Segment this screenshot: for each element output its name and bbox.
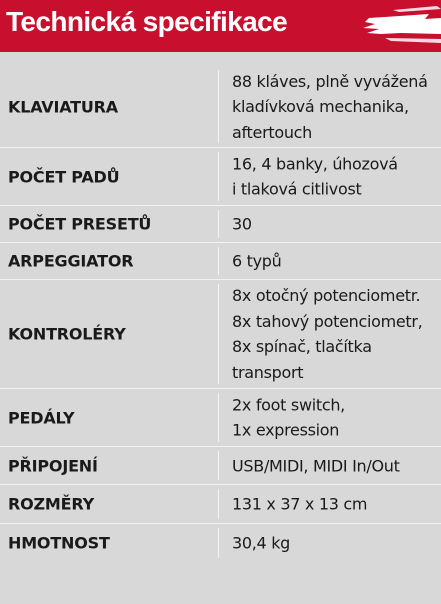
spec-row-kontrolery [0, 280, 441, 389]
spec-row-pripojeni [0, 447, 441, 485]
spec-row-klaviatura [0, 66, 441, 148]
spec-value: 6 typů [232, 251, 282, 271]
spec-label: POČET PADŮ [8, 167, 120, 186]
spec-value: 8x otočný potenciometr. 8x tahový potenciometr, 8x spínač, tlačítka transport [232, 286, 423, 382]
spec-value: 2x foot switch, 1x expression [232, 395, 345, 440]
spec-row-pedaly [0, 389, 441, 447]
spec-label: KLAVIATURA [8, 97, 118, 116]
column-divider [218, 393, 219, 442]
spec-label: POČET PRESETŮ [8, 214, 152, 234]
column-divider [218, 284, 219, 384]
spec-value: 16, 4 banky, úhozová i tlaková citlivost [232, 154, 398, 199]
brush-stroke-icon [341, 0, 441, 52]
spec-value: USB/MIDI, MIDI In/Out [232, 455, 400, 475]
spec-row-pocet-padu [0, 148, 441, 206]
spec-label: PŘIPOJENÍ [8, 456, 98, 475]
spec-row-hmotnost [0, 524, 441, 562]
spec-label: ROZMĚRY [8, 494, 95, 514]
spec-row-pocet-presetu [0, 206, 441, 243]
spec-value: 88 kláves, plně vyvážená kladívková mechanika, aftertouch [232, 71, 428, 142]
column-divider [218, 528, 219, 558]
column-divider [218, 247, 219, 275]
spec-row-rozmery [0, 485, 441, 524]
spec-value: 30,4 kg [232, 533, 291, 553]
spec-label: PEDÁLY [8, 408, 75, 427]
column-divider [218, 70, 219, 143]
header-banner [0, 0, 441, 52]
spec-table [0, 66, 441, 562]
spec-label: KONTROLÉRY [8, 324, 126, 344]
spec-value: 30 [232, 214, 252, 234]
spec-label: HMOTNOST [8, 533, 110, 553]
spec-row-arpeggiator [0, 243, 441, 280]
column-divider [218, 451, 219, 480]
column-divider [218, 210, 219, 238]
spec-label: ARPEGGIATOR [8, 251, 134, 271]
page-title: Technická specifikace [6, 6, 288, 37]
column-divider [218, 489, 219, 519]
spec-value: 131 x 37 x 13 cm [232, 494, 368, 514]
column-divider [218, 152, 219, 201]
